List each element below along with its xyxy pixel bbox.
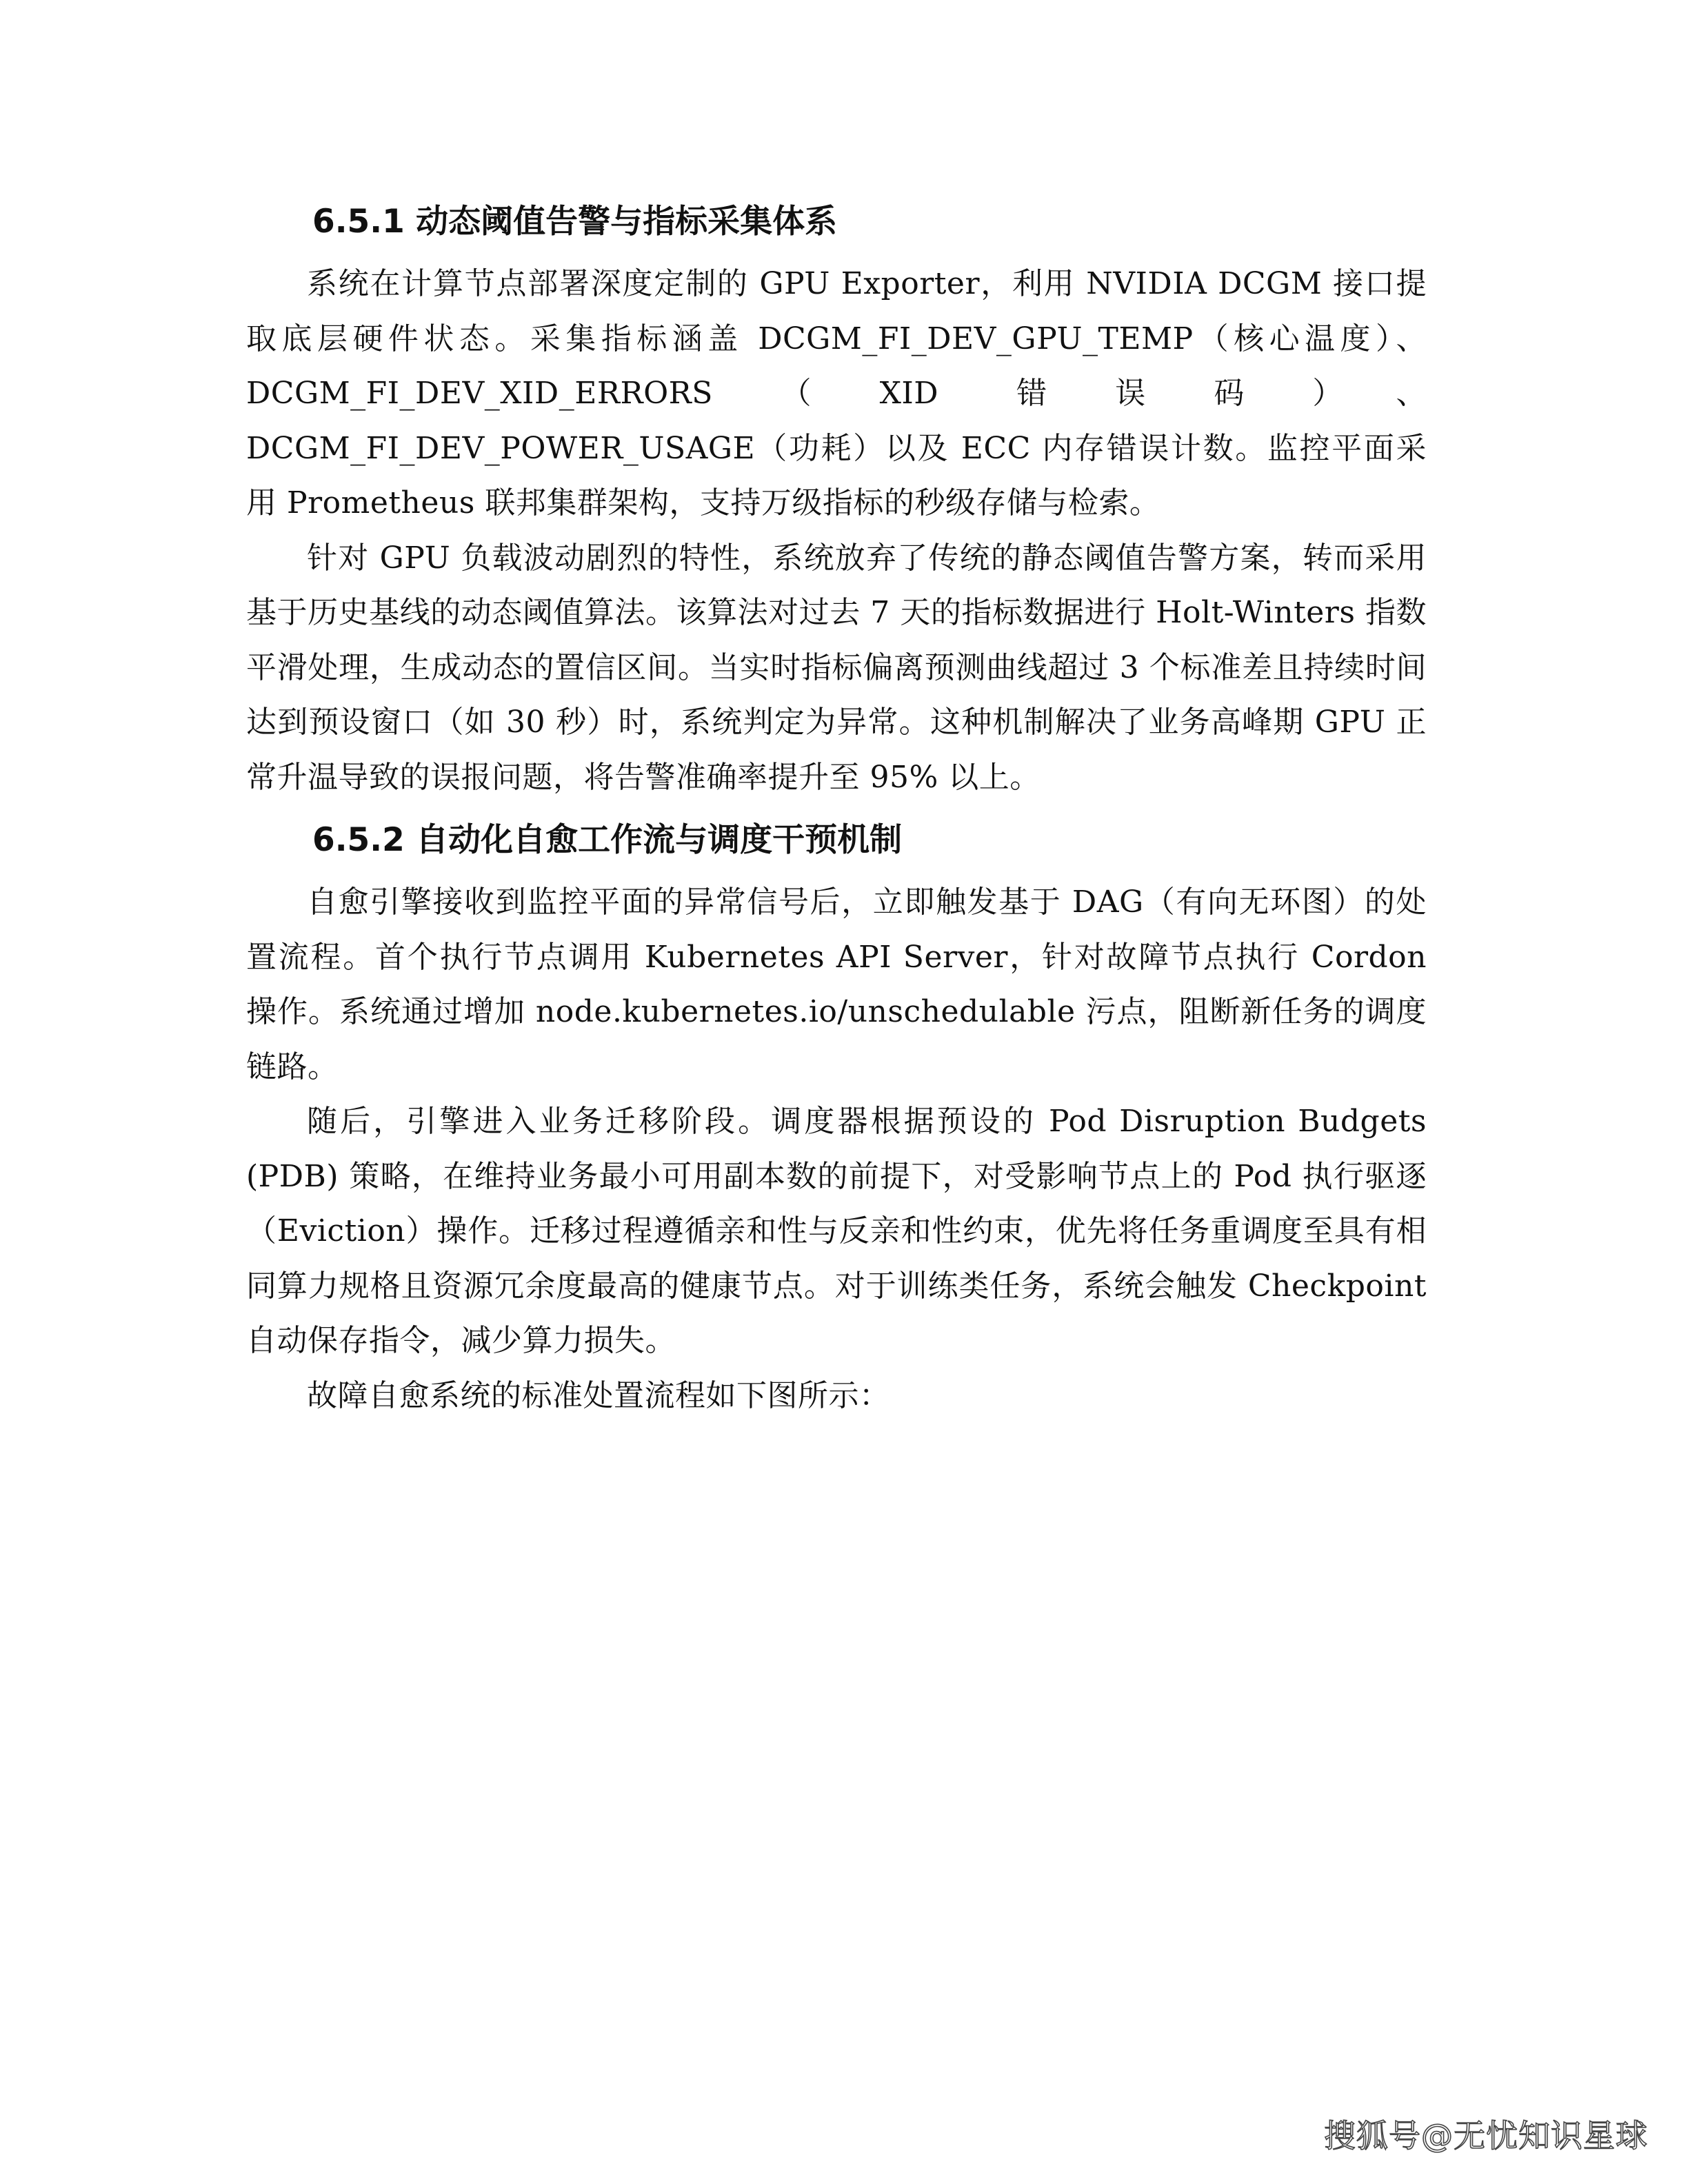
paragraph-dynamic-threshold: 针对 GPU 负载波动剧烈的特性，系统放弃了传统的静态阈值告警方案，转而采用基于历史基线的动态阈值算法。该算法对过去 7 天的指标数据进行 Holt-Winters 指数平滑处理，生成动态的置信区间。当实时指标偏离预测曲线超过 3 个标准差且持续时间达到预设窗口（如 30 秒）时，系统判定为异常。这种机制解决了业务高峰期 GPU 正常升温导致的误报问题，将告警准确率提升至 95% 以上。 bbox=[246, 540, 1427, 795]
document-body bbox=[246, 193, 1427, 1423]
section-heading-6-5-2: 6.5.2 自动化自愈工作流与调度干预机制 bbox=[312, 821, 903, 859]
paragraph-self-healing-dag: 自愈引擎接收到监控平面的异常信号后，立即触发基于 DAG（有向无环图）的处置流程。首个执行节点调用 Kubernetes API Server，针对故障节点执行 Cordon 操作。系统通过增加 node.kubernetes.io/unschedulable 污点，阻断新任务的调度链路。 bbox=[246, 884, 1427, 1084]
paragraph-flow-intro: 故障自愈系统的标准处置流程如下图所示： bbox=[307, 1377, 890, 1413]
sohu-watermark: 搜狐号@无忧知识星球 bbox=[1324, 2117, 1648, 2154]
section-heading-6-5-1: 6.5.1 动态阈值告警与指标采集体系 bbox=[312, 203, 838, 241]
paragraph-pod-migration: 随后，引擎进入业务迁移阶段。调度器根据预设的 Pod Disruption Budgets (PDB) 策略，在维持业务最小可用副本数的前提下，对受影响节点上的 Pod 执行驱逐（Eviction）操作。迁移过程遵循亲和性与反亲和性约束，优先将任务重调度至具有相同算力规格且资源冗余度最高的健康节点。对于训练类任务，系统会触发 Checkpoint 自动保存指令，减少算力损失。 bbox=[246, 1104, 1427, 1358]
paragraph-gpu-exporter: 系统在计算节点部署深度定制的 GPU Exporter，利用 NVIDIA DCGM 接口提取底层硬件状态。采集指标涵盖 DCGM_FI_DEV_GPU_TEMP（核心温度）、DCGM_FI_DEV_XID_ERRORS（XID 错误码）、DCGM_FI_DEV_POWER_USAGE（功耗）以及 ECC 内存错误计数。监控平面采用 Prometheus 联邦集群架构，支持万级指标的秒级存储与检索。 bbox=[246, 266, 1427, 520]
